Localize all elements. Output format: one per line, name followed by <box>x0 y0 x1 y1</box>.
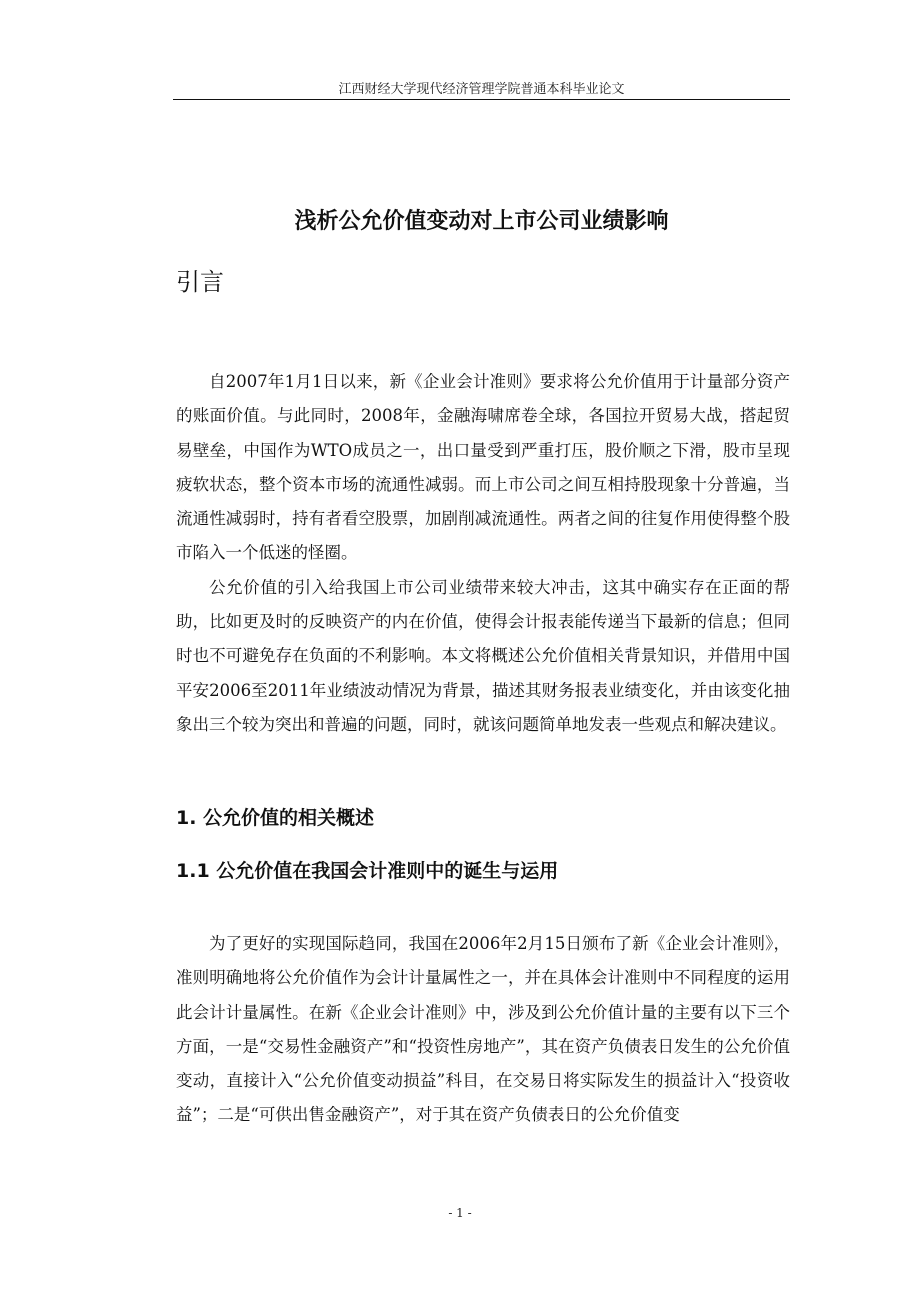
section-1-1-body <box>176 927 790 1133</box>
intro-section <box>176 365 790 742</box>
intro-paragraph-2: 公允价值的引入给我国上市公司业绩带来较大冲击，这其中确实存在正面的帮助，比如更及时的反映资产的内在价值，使得会计报表能传递当下最新的信息；但同时也不可避免存在负面的不利影响。本文将概述公允价值相关背景知识，并借用中国平安2006至2011年业绩波动情况为背景，描述其财务报表业绩变化，并由该变化抽象出三个较为突出和普遍的问题，同时，就该问题简单地发表一些观点和解决建议。 <box>176 577 790 734</box>
running-header: 江西财经大学现代经济管理学院普通本科毕业论文 <box>338 82 625 97</box>
intro-heading: 引言 <box>176 268 224 296</box>
section-1-heading: 1. 公允价值的相关概述 <box>176 807 375 829</box>
intro-paragraph-1: 自2007年1月1日以来，新《企业会计准则》要求将公允价值用于计量部分资产的账面价值。与此同时，2008年，金融海啸席卷全球，各国拉开贸易大战，搭起贸易壁垒，中国作为WTO成员之一，出口量受到严重打压，股价顺之下滑，股市呈现疲软状态，整个资本市场的流通性减弱。而上市公司之间互相持股现象十分普遍，当流通性减弱时，持有者看空股票，加剧削减流通性。两者之间的往复作用使得整个股市陷入一个低迷的怪圈。 <box>176 372 790 563</box>
header-rule <box>173 99 790 100</box>
section-1-1-heading: 1.1 公允价值在我国会计准则中的诞生与运用 <box>176 860 559 882</box>
section-1-1-paragraph: 为了更好的实现国际趋同，我国在2006年2月15日颁布了新《企业会计准则》，准则明确地将公允价值作为会计计量属性之一，并在具体会计准则中不同程度的运用此会计计量属性。在新《企业会计准则》中，涉及到公允价值计量的主要有以下三个方面，一是“交易性金融资产”和“投资性房地产”，其在资产负债表日发生的公允价值变动，直接计入“公允价值变动损益”科目，在交易日将实际发生的损益计入“投资收益”；二是“可供出售金融资产”，对于其在资产负债表日的公允价值变 <box>176 934 790 1125</box>
page-number: - 1 - <box>448 1206 472 1220</box>
document-title: 浅析公允价值变动对上市公司业绩影响 <box>294 209 669 234</box>
